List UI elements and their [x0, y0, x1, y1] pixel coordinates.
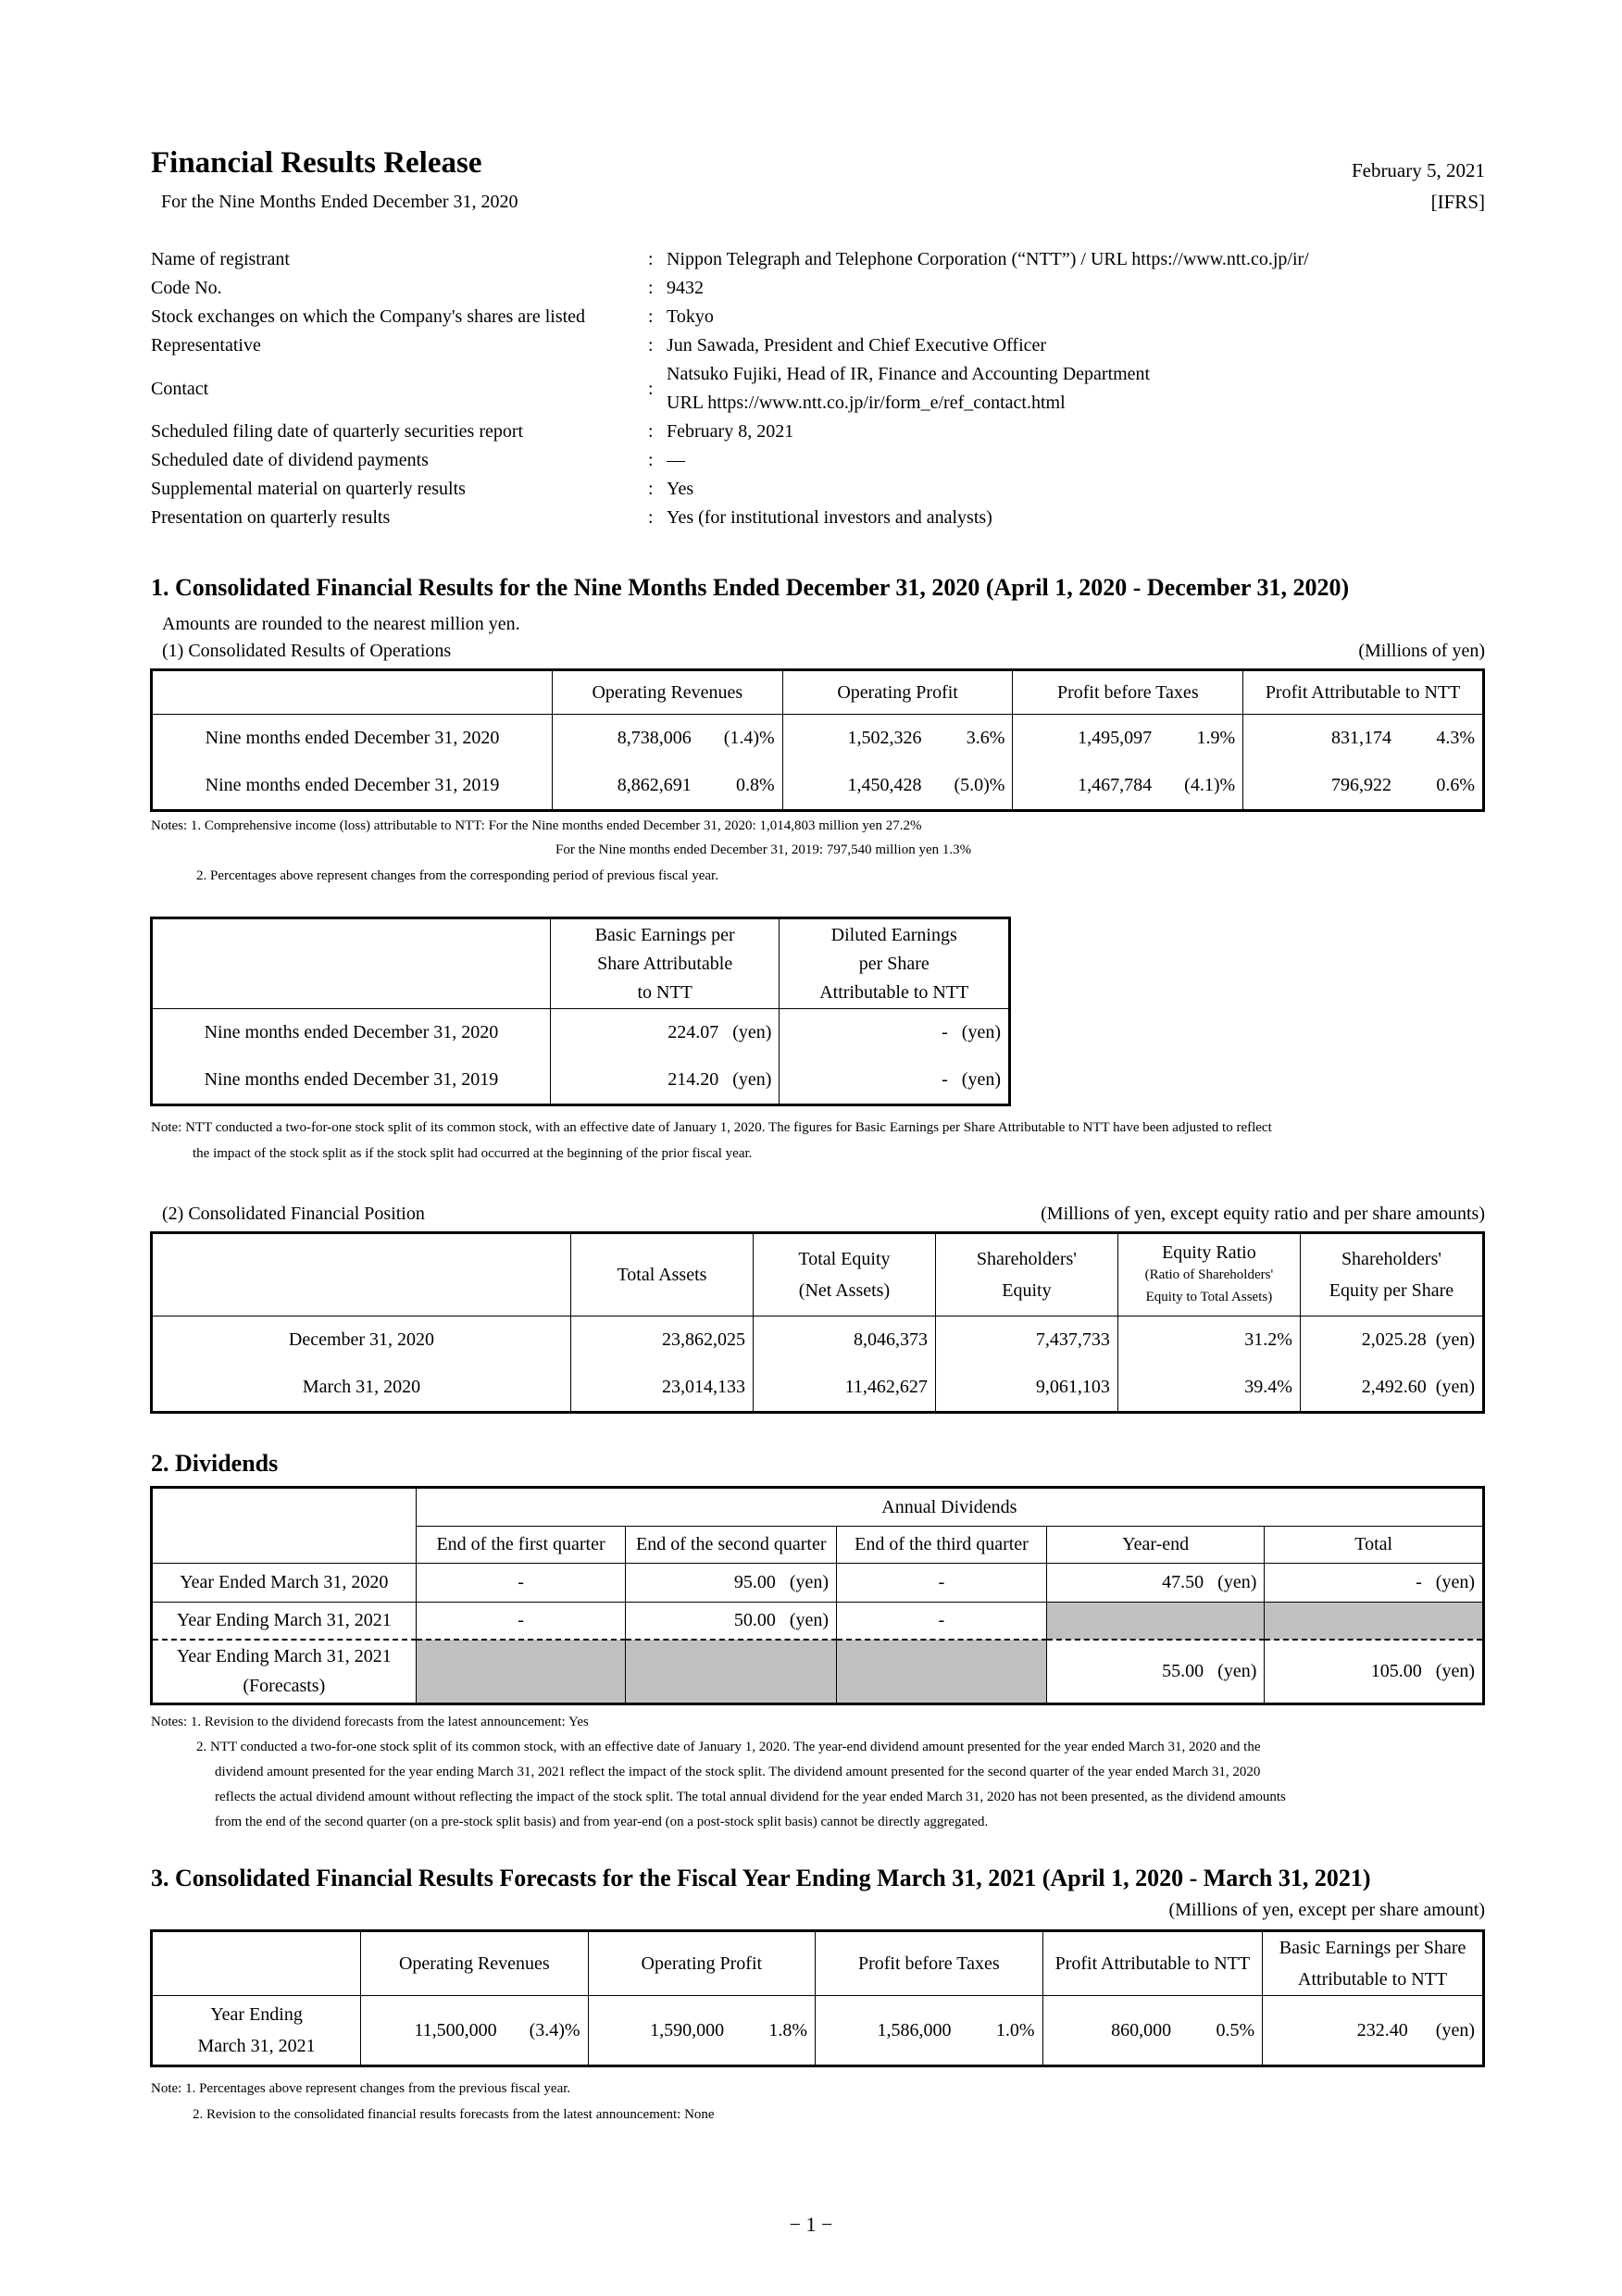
operations-table — [150, 668, 1485, 812]
col-header: Diluted Earnings per Share Attributable to NTT — [780, 918, 1010, 1009]
eps-note: Note: NTT conducted a two-for-one stock split of its common stock, with an effective date of January 1, 2020. The figures for Basic Earnings per Share Attributable to NTT have been adjusted to reflect — [151, 1120, 1272, 1135]
info-value: Tokyo — [667, 306, 714, 327]
table-row: Nine months ended December 31, 2019 8,862,691 0.8% 1,450,428 (5.0)% 1,467,784 (4.1)% 796,922 0.6% — [152, 763, 1484, 811]
row-label: Year Ended March 31, 2020 — [152, 1564, 417, 1603]
info-label: Code No. — [151, 278, 222, 298]
forecast-unit: (Millions of yen, except per share amount) — [1168, 1900, 1485, 1920]
operations-note-2: 2. Percentages above represent changes from the corresponding period of previous fiscal year. — [196, 868, 718, 883]
forecast-table — [150, 1929, 1485, 2067]
col-header: Shareholders' Equity per Share — [1300, 1233, 1483, 1316]
col-header: Profit Attributable to NTT — [1042, 1931, 1263, 1996]
dividends-table — [150, 1486, 1485, 1705]
operations-note-1b: For the Nine months ended December 31, 2019: 797,540 million yen 1.3% — [555, 842, 972, 857]
row-label: Nine months ended December 31, 2020 — [152, 715, 553, 763]
info-value-url: URL https://www.ntt.co.jp/ir/form_e/ref_contact.html — [667, 393, 1066, 413]
col-header: Profit before Taxes — [1013, 670, 1243, 715]
position-subheading: (2) Consolidated Financial Position — [162, 1204, 425, 1224]
row-label: Nine months ended December 31, 2019 — [152, 1057, 551, 1105]
table-row: Nine months ended December 31, 2019 214.20 (yen) - (yen) — [152, 1057, 1010, 1105]
page-number: − 1 − — [789, 2213, 833, 2236]
operations-subheading: (1) Consolidated Results of Operations — [162, 641, 452, 661]
table-row: March 31, 2020 23,014,133 11,462,627 9,061,103 39.4% 2,492.60 (yen) — [152, 1365, 1484, 1413]
table-row: December 31, 2020 23,862,025 8,046,373 7,437,733 31.2% 2,025.28 (yen) — [152, 1316, 1484, 1365]
info-label: Presentation on quarterly results — [151, 507, 391, 528]
col-header: Profit before Taxes — [816, 1931, 1042, 1996]
row-label: Year Ending March 31, 2021 — [152, 1996, 361, 2066]
forecast-note-1: Note: 1. Percentages above represent changes from the previous fiscal year. — [151, 2081, 571, 2096]
dividend-note-1: Notes: 1. Revision to the dividend forecasts from the latest announcement: Yes — [151, 1715, 589, 1729]
row-label: Year Ending March 31, 2021 (Forecasts) — [152, 1640, 417, 1704]
table-row: Year Ending March 31, 2021 11,500,000 (3.4)% 1,590,000 1.8% 1,586,000 1.0% 860,000 0.5% 232.40 (yen) — [152, 1996, 1484, 2066]
info-value: February 8, 2021 — [667, 421, 794, 442]
row-label: Nine months ended December 31, 2020 — [152, 1009, 551, 1057]
position-table — [150, 1231, 1485, 1414]
release-date: February 5, 2021 — [1351, 159, 1485, 181]
col-header: Operating Profit — [782, 670, 1013, 715]
table-row: Nine months ended December 31, 2020 8,738,006 (1.4)% 1,502,326 3.6% 1,495,097 1.9% 831,174 4.3% — [152, 715, 1484, 763]
info-value: Natsuko Fujiki, Head of IR, Finance and Accounting Department — [667, 364, 1151, 384]
col-header: Operating Revenues — [361, 1931, 588, 1996]
info-label: Representative — [151, 335, 261, 356]
info-label: Scheduled date of dividend payments — [151, 450, 429, 470]
section-1-heading: 1. Consolidated Financial Results for the Nine Months Ended December 31, 2020 (April 1, 2020 - December 31, 2020) — [151, 574, 1350, 601]
dividend-note-2c: reflects the actual dividend amount without reflecting the impact of the stock split. The total annual dividend for the year ended March 31, 2020 has not been presented, as the dividend amounts — [215, 1790, 1286, 1804]
info-label: Contact — [151, 379, 209, 399]
col-header: Shareholders' Equity — [935, 1233, 1117, 1316]
accounting-standard: [IFRS] — [1430, 191, 1485, 213]
info-value: 9432 — [667, 278, 704, 298]
col-header: Equity Ratio (Ratio of Shareholders' Equity to Total Assets) — [1117, 1233, 1300, 1316]
col-header: Profit Attributable to NTT — [1243, 670, 1484, 715]
info-value: Yes (for institutional investors and analysts) — [667, 507, 992, 528]
operations-unit: (Millions of yen) — [1358, 641, 1485, 661]
table-row: Year Ended March 31, 2020 - 95.00 (yen) - 47.50 (yen) - (yen) — [152, 1564, 1484, 1603]
info-value: Jun Sawada, President and Chief Executive Officer — [667, 335, 1047, 356]
table-row: Nine months ended December 31, 2020 224.07 (yen) - (yen) — [152, 1009, 1010, 1057]
col-header: End of the second quarter — [626, 1527, 837, 1564]
row-label: Year Ending March 31, 2021 — [152, 1603, 417, 1640]
row-label: Nine months ended December 31, 2019 — [152, 763, 553, 811]
rounding-note: Amounts are rounded to the nearest million yen. — [162, 614, 520, 634]
table-row: Year Ending March 31, 2021 (Forecasts) 55.00 (yen) 105.00 (yen) — [152, 1640, 1484, 1704]
page-subtitle: For the Nine Months Ended December 31, 2020 — [161, 192, 518, 212]
info-label: Scheduled filing date of quarterly securities report — [151, 421, 524, 442]
info-value: Nippon Telegraph and Telephone Corporation (“NTT”) / URL https://www.ntt.co.jp/ir/ — [667, 249, 1309, 269]
info-value: — — [667, 450, 685, 470]
col-header: End of the third quarter — [837, 1527, 1047, 1564]
section-3-heading: 3. Consolidated Financial Results Forecasts for the Fiscal Year Ending March 31, 2021 (April 1, 2020 - March 31, 2021) — [151, 1865, 1371, 1891]
info-label: Supplemental material on quarterly results — [151, 479, 466, 499]
info-label: Name of registrant — [151, 249, 290, 269]
col-header: Basic Earnings per Share Attributable to NTT — [1263, 1931, 1484, 1996]
col-header: End of the first quarter — [416, 1527, 626, 1564]
annual-dividends-header: Annual Dividends — [416, 1488, 1483, 1527]
col-header: Total — [1265, 1527, 1484, 1564]
section-2-heading: 2. Dividends — [151, 1450, 279, 1477]
dividend-note-2d: from the end of the second quarter (on a pre-stock split basis) and from year-end (on a post-stock split basis) cannot be directly aggregated. — [215, 1815, 989, 1829]
info-value: Yes — [667, 479, 694, 499]
col-header: Year-end — [1046, 1527, 1264, 1564]
forecast-note-2: 2. Revision to the consolidated financial results forecasts from the latest announcement: None — [193, 2107, 715, 2122]
col-header: Total Equity (Net Assets) — [753, 1233, 935, 1316]
eps-table — [150, 917, 1011, 1106]
info-label: Stock exchanges on which the Company's shares are listed — [151, 306, 586, 327]
eps-note-2: the impact of the stock split as if the stock split had occurred at the beginning of the prior fiscal year. — [193, 1146, 753, 1161]
dividend-note-2b: dividend amount presented for the year ending March 31, 2021 reflect the impact of the stock split. The dividend amount presented for the second quarter of the year ended March 31, 2020 — [215, 1765, 1261, 1779]
table-row: Year Ending March 31, 2021 - 50.00 (yen) - — [152, 1603, 1484, 1640]
col-header: Basic Earnings per Share Attributable to NTT — [550, 918, 780, 1009]
position-unit: (Millions of yen, except equity ratio and per share amounts) — [1041, 1204, 1485, 1224]
col-header: Operating Revenues — [553, 670, 783, 715]
row-label: March 31, 2020 — [152, 1365, 571, 1413]
operations-note-1: Notes: 1. Comprehensive income (loss) attributable to NTT: For the Nine months ended December 31, 2020: 1,014,803 million yen 27.2% — [151, 818, 922, 833]
page-title: Financial Results Release — [151, 146, 482, 180]
col-header: Total Assets — [570, 1233, 753, 1316]
row-label: December 31, 2020 — [152, 1316, 571, 1365]
col-header: Operating Profit — [588, 1931, 815, 1996]
dividend-note-2: 2. NTT conducted a two-for-one stock split of its common stock, with an effective date of January 1, 2020. The year-end dividend amount presented for the year ended March 31, 2020 and the — [196, 1740, 1261, 1754]
